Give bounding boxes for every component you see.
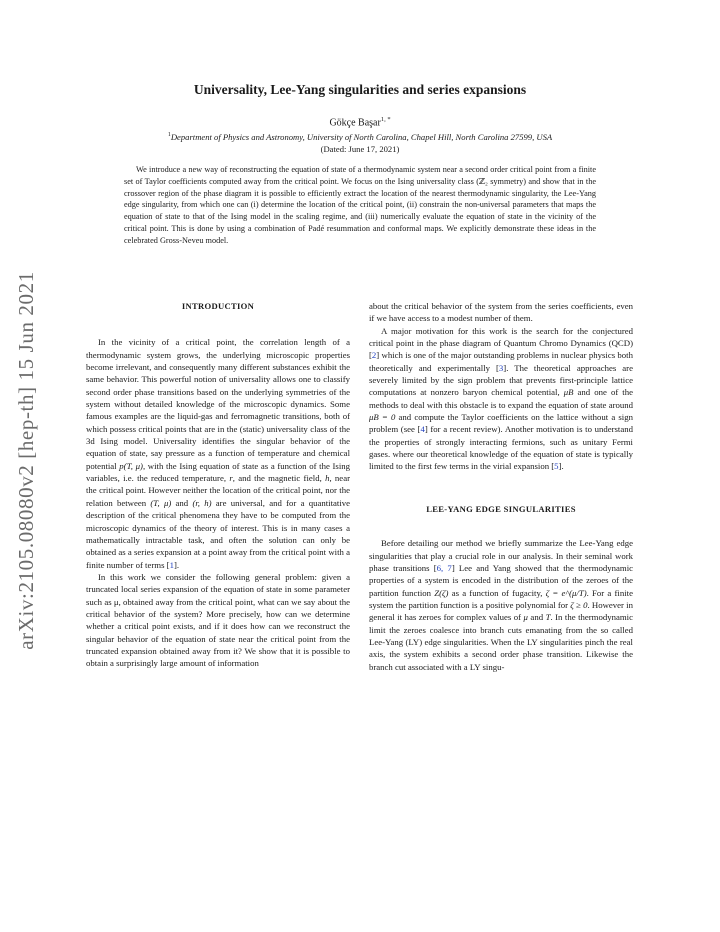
math-inline: T — [545, 612, 551, 623]
paragraph-motivation — [369, 325, 633, 473]
text-run: and one of the methods to deal with this obstacle is to expand the equation of state around — [369, 387, 633, 410]
math-inline: (T, μ) — [150, 497, 172, 508]
date-line: (Dated: June 17, 2021) — [320, 144, 400, 154]
affiliation-mark: 1 — [167, 132, 171, 139]
text-run: . For a finite system the partition function is a positive polynomial for — [369, 587, 633, 610]
author-name: Gökçe Başar — [329, 117, 381, 129]
arxiv-identifier: arXiv:2105.08080v2 [hep-th] 15 Jun 2021 — [13, 270, 38, 650]
left-column — [86, 300, 350, 670]
abstract: We introduce a new way of reconstructing the equation of state of a thermodynamic system near a second order critical point from a finite set of Taylor coefficients computed away from the critical point. We focus on the Ising universality class (ℤ₂ symmetry) and show that in the crossover region of the phase diagram it is possible to efficiently extract the location of the nearest thermodynamic singularity, the Lee-Yang edge singularity, from which one can (i) determine the location of the critical point, (ii) constrain the non-universal parameters that maps the equation of state to that of the Ising model in the scaling regime, and (iii) numerically evaluate the equation of state in the vicinity of the critical point. This is done by using a combination of Padé resummation and conformal maps. We explicitly demonstrate these ideas in the celebrated Gross-Neveu model. — [124, 165, 596, 245]
text-run: . In the thermodynamic limit the zeroes coalesce into branch cuts emanating from the so called Lee-Yang (LY) edge singularities. When the LY singularities pinch the real axis, the system exhibits a second order phase transition. Likewise the branch cut associated with a LY singu- — [369, 612, 633, 672]
text-run: Before detailing our method we briefly summarize the Lee-Yang edge singularities that play a crucial role in our analysis. In their seminal work phase transitions [ — [369, 538, 633, 573]
citation-link[interactable]: 2 — [371, 350, 377, 361]
affiliation-text: Department of Physics and Astronomy, University of North Carolina, Chapel Hill, North Carolina 27599, USA — [170, 132, 553, 142]
math-inline: ζ = e^(μ/T) — [545, 587, 587, 598]
text-run: ] for a recent review). Another motivation is to understand the properties of strongly interacting fermions, such as unitary Fermi gases. where our theoretical knowledge of the equation of state is typically limited to the first few terms in the virial expansion [ — [369, 424, 633, 472]
text-run: are universal, and for a quantitative description of the critical phenomena they have to be computed from the microscopic dynamics of the theory of interest. This is in many cases a mathematically intractable task, and often the solution can only be obtained as a series expansion at a point away from the critical point with a finite number of terms [ — [86, 497, 351, 570]
right-column — [369, 300, 633, 673]
math-inline: h — [325, 473, 330, 484]
author-marks: 1, * — [380, 116, 391, 123]
author-line — [0, 116, 720, 128]
math-inline: μB = 0 — [369, 412, 396, 423]
text-run: , and the magnetic field, — [232, 473, 326, 484]
math-inline: Z(ζ) — [434, 587, 449, 598]
math-inline: r — [229, 473, 233, 484]
text-run: A major motivation for this work is the search for the conjectured critical point in the phase diagram of Quantum Chromo Dynamics (QCD) [ — [369, 325, 633, 361]
citation-link[interactable]: 4 — [420, 424, 425, 435]
text-run: ]. The theoretical approaches are severely limited by the sign problem that prevents first-principle lattice computations at nonzero baryon chemical potential, — [369, 362, 633, 398]
text-run: and — [527, 612, 546, 623]
citation-link[interactable]: 1 — [169, 559, 174, 570]
citation-link[interactable]: 5 — [554, 461, 559, 472]
text-run: ]. — [558, 461, 564, 472]
text-run: ] Lee and Yang showed that the thermodynamic properties of a system is encoded in the distribution of the zeroes of the partition function — [369, 562, 634, 598]
paragraph-intro-1 — [86, 336, 350, 571]
text-run: ]. — [173, 559, 180, 570]
paragraph-intro-continued: about the critical behavior of the system from the series coefficients, even if we have access to a modest number of them. — [369, 301, 633, 324]
text-run: , with the Ising equation of state as a function of the Ising variables, i.e. the reduced temperature, — [86, 460, 350, 484]
text-run: ] which is one of the major outstanding problems in nuclear physics both theoretically and experimentally [ — [369, 350, 633, 373]
text-run: . However in general it has zeroes for complex values of — [369, 599, 633, 623]
paper-title: Universality, Lee-Yang singularities and series expansions — [193, 82, 527, 97]
arxiv-stamp — [2, 260, 50, 660]
section-title-lee-yang: LEE-YANG EDGE SINGULARITIES — [426, 503, 576, 514]
affiliation — [80, 132, 640, 142]
math-inline: (r, h) — [192, 497, 212, 508]
text-run: and compute the Taylor coefficients on the lattice without a sign problem (see [ — [369, 412, 633, 435]
math-inline: μ — [523, 612, 528, 623]
text-run: and — [171, 497, 193, 508]
text-run: as a function of fugacity, — [448, 587, 546, 598]
section-title-introduction: INTRODUCTION — [181, 301, 255, 311]
text-run: In the vicinity of a critical point, the correlation length of a thermodynamic system grows, the underlying microscopic properties become irrelevant, and consequently many different substances exhibit the same behavior. This powerful notion of universality allows one to classify second order phase transitions based on the underlying symmetries of the system without detailed knowledge of the microscopic dynamics. Some famous examples are the liquid-gas and ferromagnetic transitions, both of which possess critical points that are in the (static) universality class of the 3d Ising model. Universality identifies the singular behavior of the equation of state, say pressure as a function of temperature and chemical potential — [86, 337, 350, 471]
math-inline: ζ ≥ 0 — [570, 599, 588, 610]
citation-link[interactable]: 6, 7 — [436, 562, 452, 573]
paragraph-intro-2: In this work we consider the following general problem: given a truncated local series expansion of the equation of state in some parameter such as μ, obtained away from the critical point, what can we say about the critical behavior of the system? More precisely, how can we determine whether a critical point exists, and if it does how can we reconstruct the singular behavior of the equation of state near the critical point from the truncated expansion obtained away from it? We show that it is possible to obtain a surprisingly large amount of information — [86, 571, 350, 669]
text-run: , near the critical point. However neither the location of the critical point, nor the relation between — [86, 473, 350, 508]
math-inline: μB — [563, 387, 574, 398]
math-inline: p(T, μ) — [119, 460, 143, 471]
citation-link[interactable]: 3 — [498, 362, 504, 373]
paragraph-lee-yang — [369, 537, 633, 673]
